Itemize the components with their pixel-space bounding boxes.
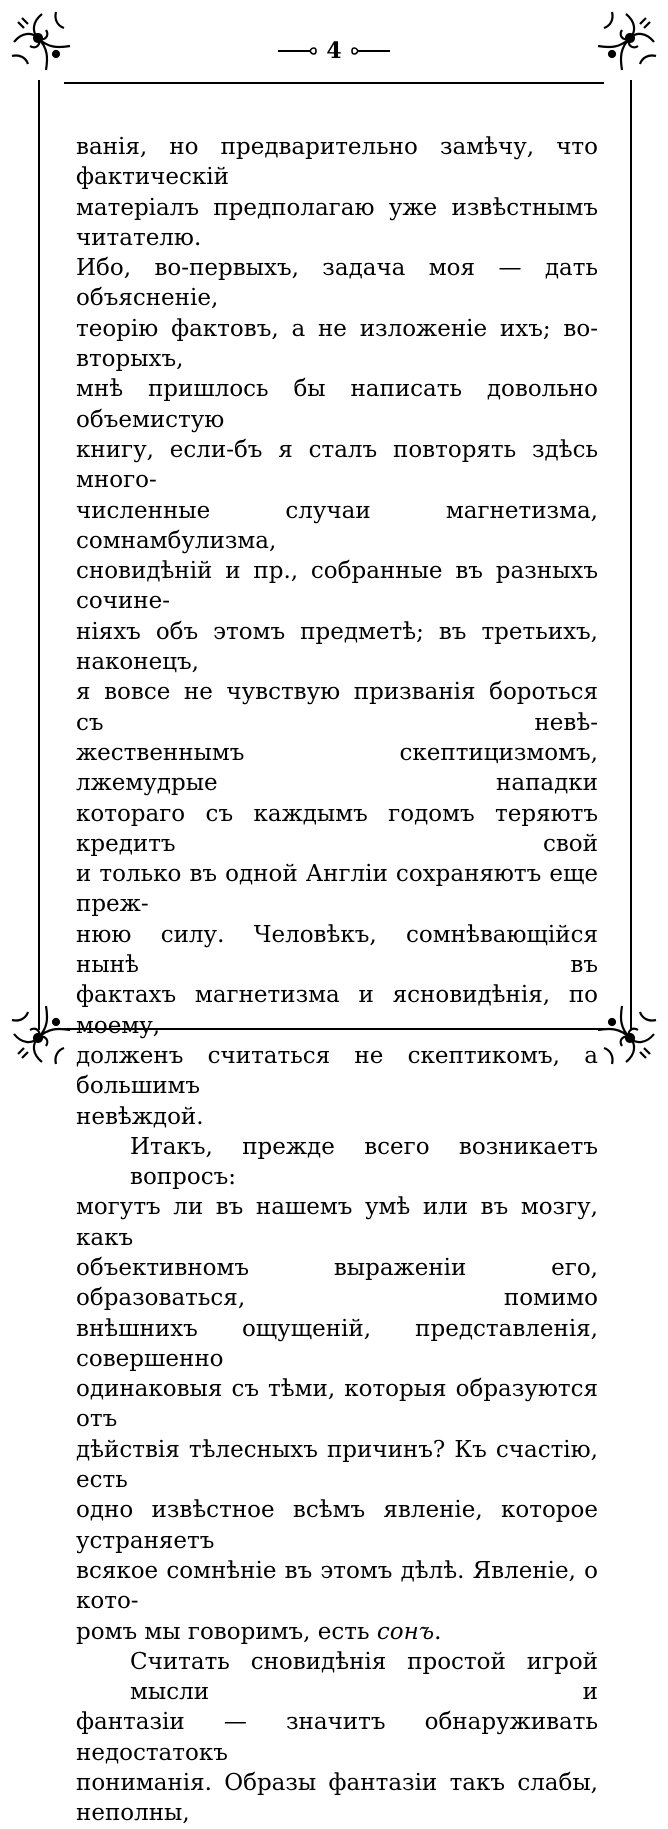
text-line: книгу, если-бъ я сталъ повторять здѣсь много- <box>76 436 598 494</box>
text-line: жественнымъ скептицизмомъ, лжемудрые нападки <box>76 739 598 797</box>
text-line: пониманія. Образы фантазіи такъ слабы, неполны, <box>76 1770 598 1827</box>
text-line: долженъ считаться не скептикомъ, а большимъ <box>76 1042 598 1100</box>
page-number: 4 <box>326 38 342 64</box>
text-line: внѣшнихъ ощущеній, представленія, совершенно <box>76 1315 598 1372</box>
text-line: могутъ ли въ нашемъ умѣ или въ мозгу, какъ <box>76 1194 598 1251</box>
corner-ornament-icon <box>590 998 660 1068</box>
text-line: дѣйствія тѣлесныхъ причинъ? Къ счастію, есть <box>76 1436 598 1494</box>
text-line: Итакъ, прежде всего возникаетъ вопросъ: <box>130 1133 598 1191</box>
text-line: фактахъ магнетизма и ясновидѣнія, по моему, <box>76 982 598 1039</box>
text-line: я вовсе не чувствую призванія бороться съ невѣ- <box>76 679 598 736</box>
text-line <box>76 1617 598 1647</box>
text-line: невѣждой. <box>76 1103 204 1130</box>
text-line: и только въ одной Англіи сохраняютъ еще преж- <box>76 861 598 918</box>
text-line: сновидѣній и пр., собранные въ разныхъ сочине- <box>76 558 598 615</box>
text-line: ванія, но предварительно замѣчу, что фактическій <box>76 134 598 191</box>
corner-ornament-icon <box>8 998 78 1068</box>
text-line: численные случаи магнетизма, сомнамбулизма, <box>76 497 598 554</box>
text-line: нюю силу. Человѣкъ, сомнѣвающійся нынѣ въ <box>76 921 598 979</box>
text-line: мнѣ пришлось бы написать довольно объемистую <box>76 376 598 433</box>
text-line: теорію фактовъ, а не изложеніе ихъ; во-вторыхъ, <box>76 315 598 373</box>
text-line: одинаковыя съ тѣми, которыя образуются отъ <box>76 1376 598 1433</box>
text-line: всякое сомнѣніе въ этомъ дѣлѣ. Явленіе, о кото- <box>76 1557 598 1615</box>
text-line: матеріалъ предполагаю уже извѣстнымъ читателю. <box>76 194 598 251</box>
text-line: котораго съ каждымъ годомъ теряютъ кредитъ свой <box>76 800 598 857</box>
text-line: объективномъ выраженіи его, образоваться, помимо <box>76 1254 598 1312</box>
text-segment: ромъ мы говоримъ, есть <box>76 1618 377 1645</box>
italic-word: сонъ <box>376 1618 435 1645</box>
text-line: ніяхъ объ этомъ предметѣ; въ третьихъ, наконецъ, <box>76 618 598 676</box>
text-segment: . <box>434 1618 442 1645</box>
top-rule <box>64 82 604 84</box>
text-line: Ибо, во-первыхъ, задача моя — дать объясненіе, <box>76 255 598 312</box>
text-line: одно извѣстное всѣмъ явленіе, которое устраняетъ <box>76 1497 598 1554</box>
text-line: Считать сновидѣнія простой игрой мысли и <box>130 1648 598 1706</box>
header-flourish-right-icon <box>350 46 392 56</box>
text-line: фантазіи — значитъ обнаруживать недостатокъ <box>76 1709 598 1766</box>
page-header <box>0 36 668 66</box>
header-flourish-left-icon <box>276 46 318 56</box>
body-text <box>76 132 598 1829</box>
